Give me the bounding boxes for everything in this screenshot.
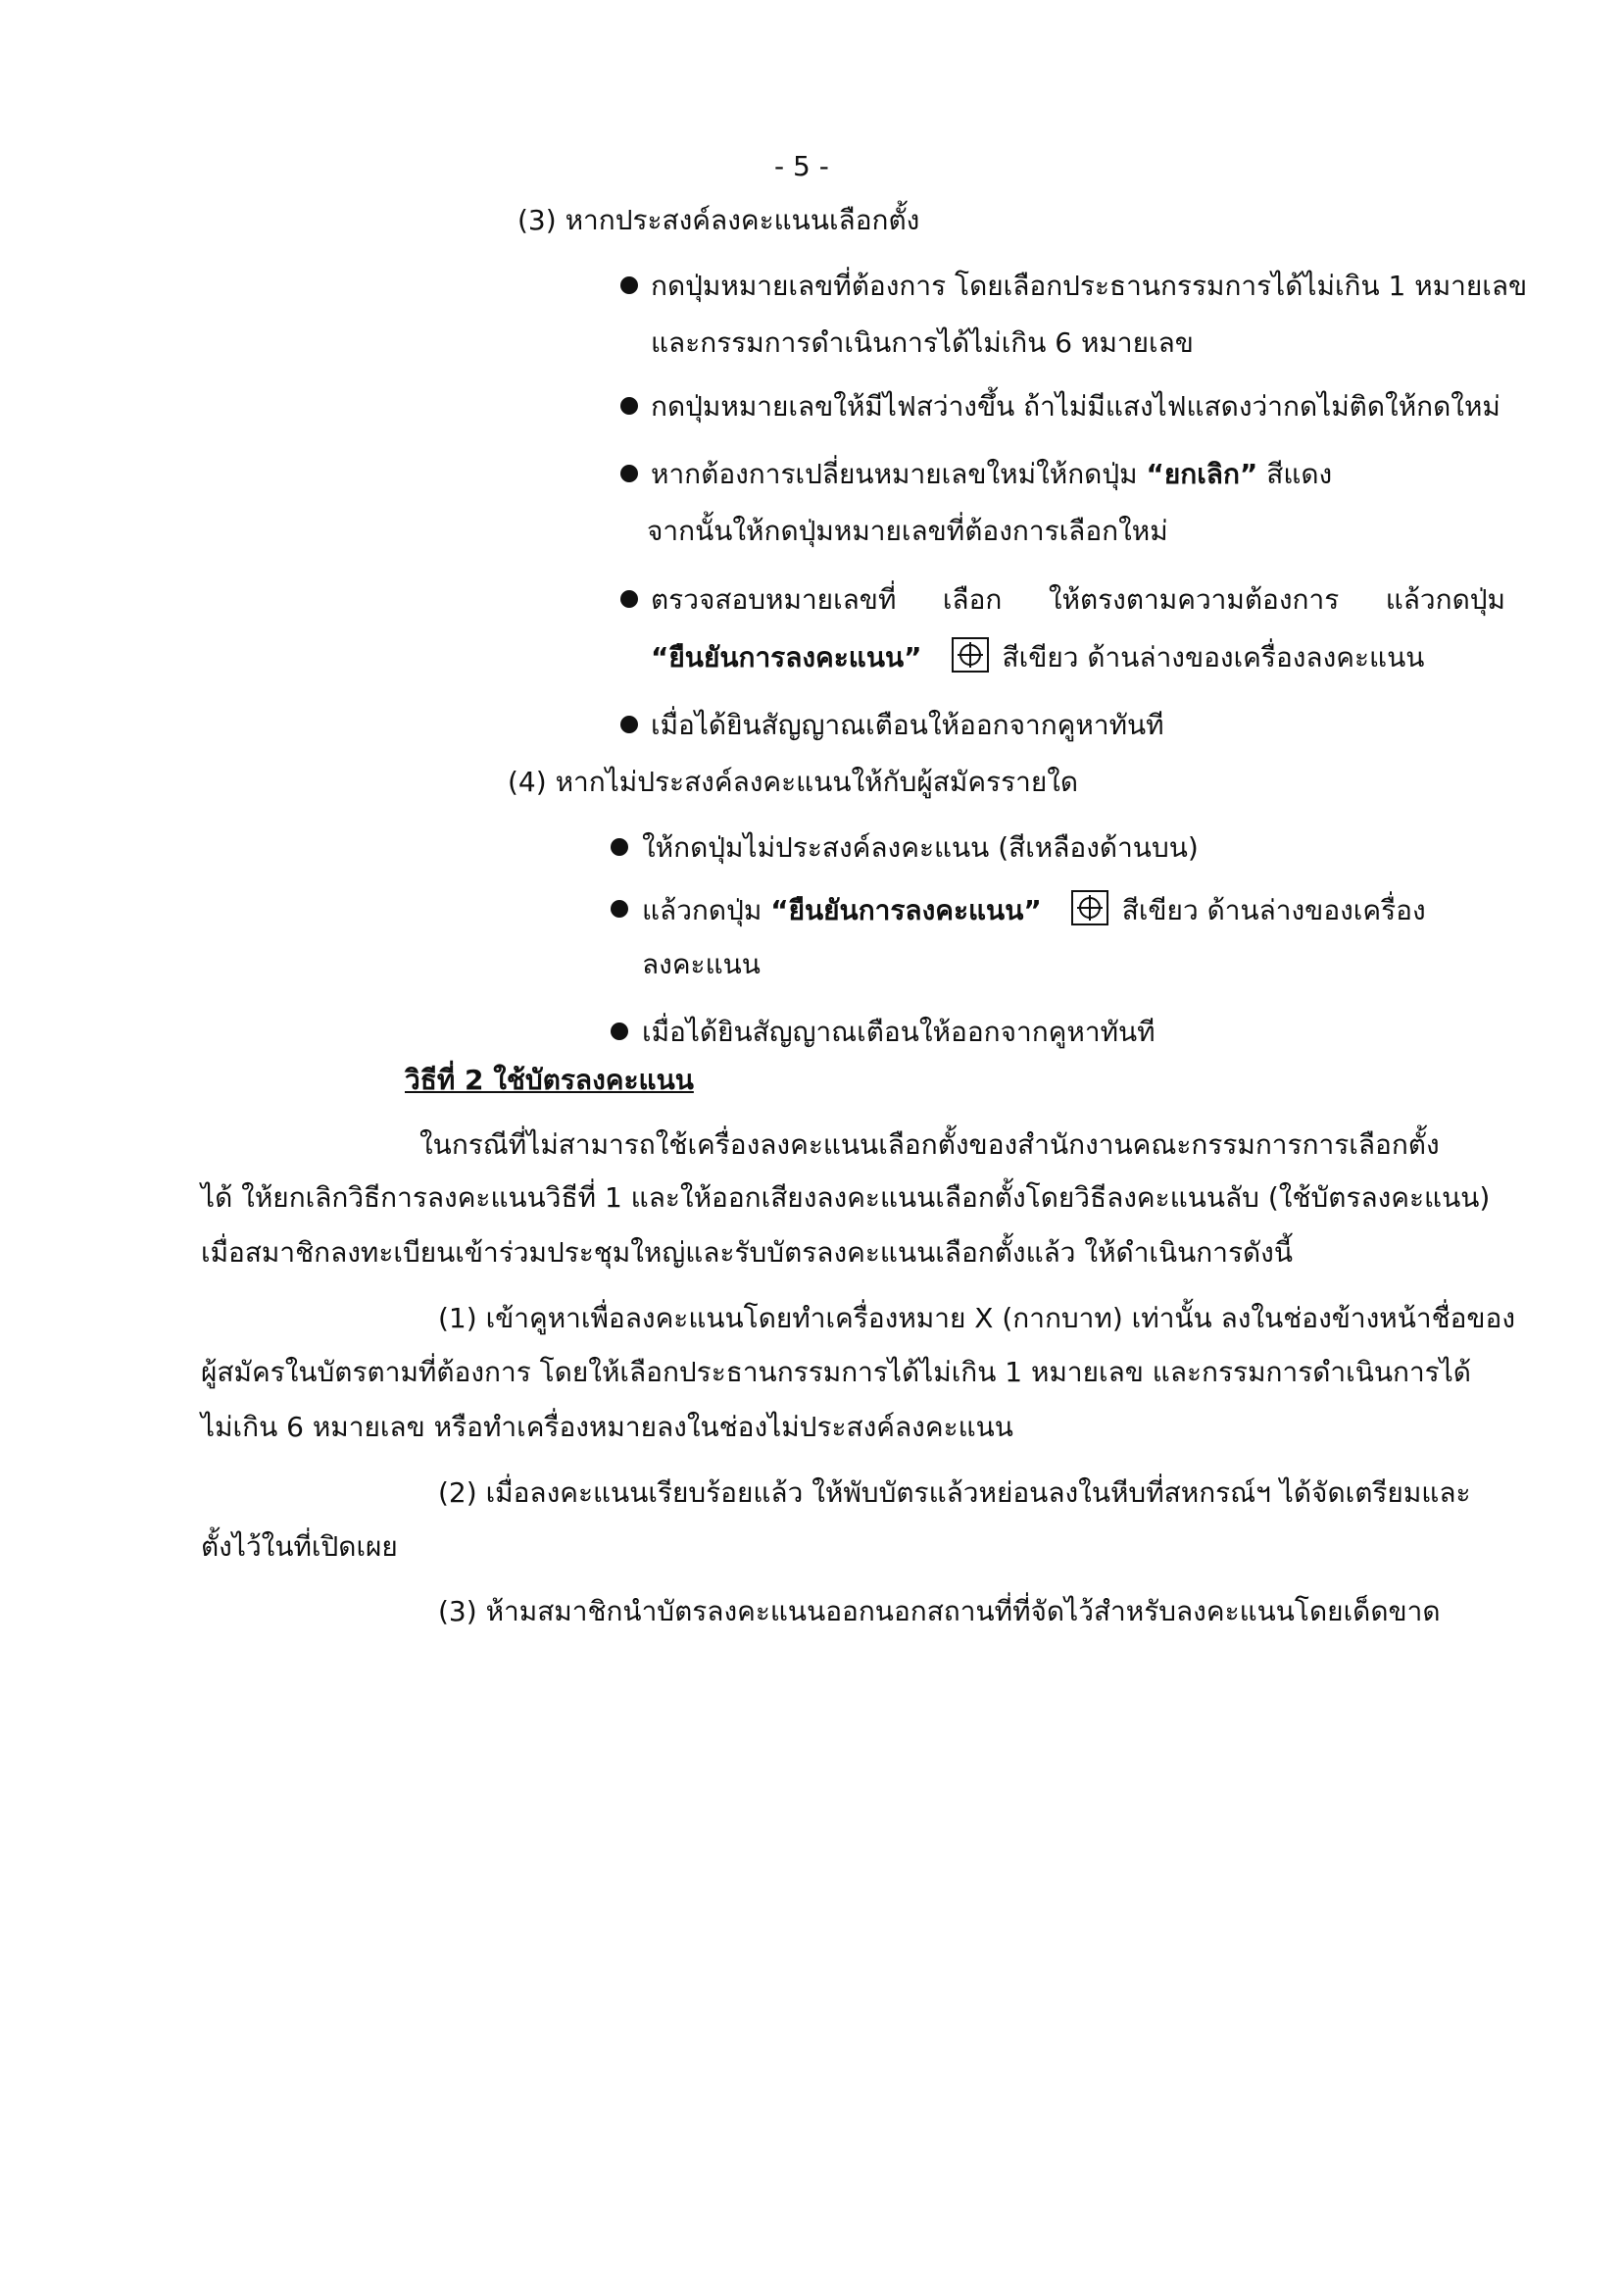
method2-step2-line2: ตั้งไว้ในที่เปิดเผย	[201, 1530, 398, 1563]
bullet-icon	[611, 838, 628, 856]
method2-para1-line2: ได้ ให้ยกเลิกวิธีการลงคะแนนวิธีที่ 1 และให้ออกเสียงลงคะแนนเลือกตั้งโดยวิธีลงคะแนนลับ (ใช้บัตรลงคะแนน)	[201, 1181, 1491, 1214]
bullet-icon	[620, 276, 638, 294]
item4-bullet3: เมื่อได้ยินสัญญาณเตือนให้ออกจากคูหาทันที	[642, 1016, 1156, 1048]
item3-bullet3-pre: หากต้องการเปลี่ยนหมายเลขใหม่ให้กดปุ่ม	[651, 458, 1147, 490]
page-number: - 5 -	[774, 150, 829, 182]
item3-bullet3-post: สีแดง	[1257, 458, 1333, 490]
confirm-vote-label: “ยืนยันการลงคะแนน”	[651, 641, 922, 674]
item4-bullet1: ให้กดปุ่มไม่ประสงค์ลงคะแนน (สีเหลืองด้านบน)	[642, 831, 1199, 864]
bullet-icon	[620, 397, 638, 415]
bullet-icon	[620, 465, 638, 482]
method2-step1-line2: ผู้สมัครในบัตรตามที่ต้องการ โดยให้เลือกประธานกรรมการได้ไม่เกิน 1 หมายเลข และกรรมการดำเนินการได้	[201, 1356, 1471, 1388]
item3-bullet3-line1	[651, 455, 1332, 494]
method2-para1-line1: ในกรณีที่ไม่สามารถใช้เครื่องลงคะแนนเลือกตั้งของสำนักงานคณะกรรมการการเลือกตั้ง	[419, 1128, 1440, 1161]
confirm-button-icon	[952, 637, 989, 673]
item3-bullet1-line1: กดปุ่มหมายเลขที่ต้องการ โดยเลือกประธานกรรมการได้ไม่เกิน 1 หมายเลข	[651, 270, 1528, 302]
method2-step1-line3: ไม่เกิน 6 หมายเลข หรือทำเครื่องหมายลงในช่องไม่ประสงค์ลงคะแนน	[201, 1411, 1013, 1443]
item3-heading: (3) หากประสงค์ลงคะแนนเลือกตั้ง	[517, 204, 920, 236]
bullet-icon	[620, 716, 638, 733]
bullet-icon	[620, 590, 638, 608]
item3-bullet4-line2	[651, 637, 1424, 677]
method2-step3: (3) ห้ามสมาชิกนำบัตรลงคะแนนออกนอกสถานที่ที่จัดไว้สำหรับลงคะแนนโดยเด็ดขาด	[438, 1595, 1441, 1627]
item3-bullet4-line1: ตรวจสอบหมายเลขที่ เลือก ให้ตรงตามความต้องการ แล้วกดปุ่ม	[651, 583, 1505, 616]
item3-bullet2: กดปุ่มหมายเลขให้มีไฟสว่างขึ้น ถ้าไม่มีแสงไฟแสดงว่ากดไม่ติดให้กดใหม่	[651, 390, 1500, 423]
bullet-icon	[611, 1023, 628, 1040]
item4-heading: (4) หากไม่ประสงค์ลงคะแนนให้กับผู้สมัครรายใด	[508, 766, 1079, 798]
item3-bullet5: เมื่อได้ยินสัญญาณเตือนให้ออกจากคูหาทันที	[651, 709, 1164, 741]
confirm-vote-label: “ยืนยันการลงคะแนน”	[770, 894, 1042, 926]
bullet-icon	[611, 900, 628, 918]
method2-step1-line1: (1) เข้าคูหาเพื่อลงคะแนนโดยทำเครื่องหมาย X (กากบาท) เท่านั้น ลงในช่องข้างหน้าชื่อของ	[438, 1302, 1516, 1334]
item3-bullet3-line2: จากนั้นให้กดปุ่มหมายเลขที่ต้องการเลือกใหม่	[647, 515, 1168, 547]
item4-bullet2-line1	[642, 890, 1426, 930]
item3-bullet4-post: สีเขียว ด้านล่างของเครื่องลงคะแนน	[1002, 641, 1425, 674]
confirm-button-icon	[1071, 890, 1108, 925]
item4-bullet2-pre: แล้วกดปุ่ม	[642, 894, 771, 926]
method2-step2-line1: (2) เมื่อลงคะแนนเรียบร้อยแล้ว ให้พับบัตรแล้วหย่อนลงในหีบที่สหกรณ์ฯ ได้จัดเตรียมและ	[438, 1476, 1471, 1509]
item4-bullet2-line2: ลงคะแนน	[642, 948, 761, 980]
item4-bullet2-post: สีเขียว ด้านล่างของเครื่อง	[1121, 894, 1426, 926]
method2-para1-line3: เมื่อสมาชิกลงทะเบียนเข้าร่วมประชุมใหญ่และรับบัตรลงคะแนนเลือกตั้งแล้ว ให้ดำเนินการดังนี้	[201, 1236, 1293, 1269]
cancel-button-label: “ยกเลิก”	[1146, 458, 1258, 490]
method2-title: วิธีที่ 2 ใช้บัตรลงคะแนน	[405, 1064, 694, 1096]
item3-bullet1-line2: และกรรมการดำเนินการได้ไม่เกิน 6 หมายเลข	[651, 326, 1194, 359]
